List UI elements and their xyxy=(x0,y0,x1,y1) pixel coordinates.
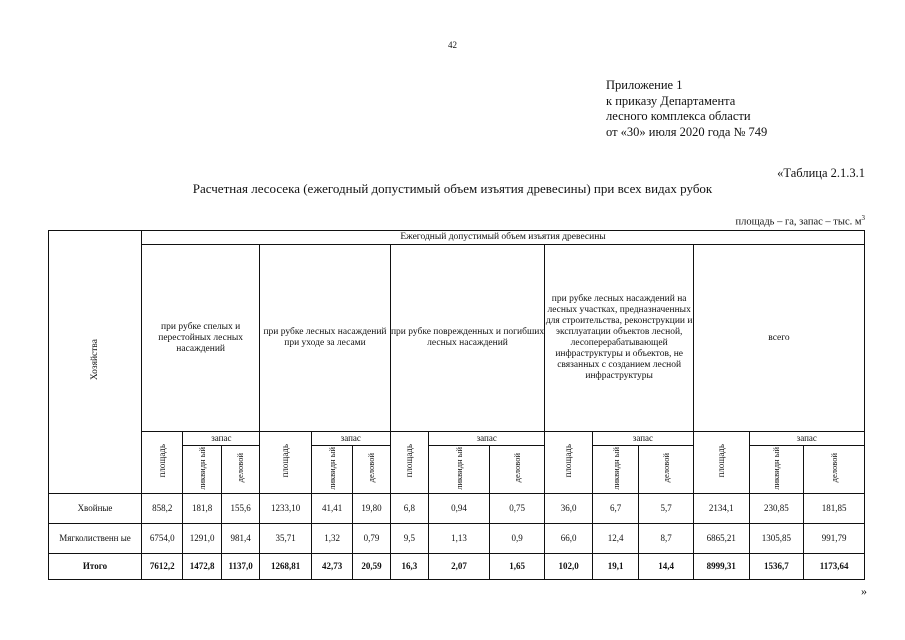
header-group-damaged: при рубке поврежденных и погибших лесных насаждений xyxy=(390,245,545,432)
table-cell: 5,7 xyxy=(639,494,694,524)
table-cell: 6,7 xyxy=(592,494,639,524)
table-cell: 155,6 xyxy=(221,494,259,524)
header-stock: запас xyxy=(429,432,545,446)
header-area xyxy=(545,432,593,494)
header-business-label: деловой xyxy=(235,453,246,483)
header-area-label: площадь xyxy=(280,444,291,478)
table-cell: 1305,85 xyxy=(749,524,804,554)
table-cell: 181,8 xyxy=(183,494,221,524)
table-cell: 181,85 xyxy=(804,494,865,524)
header-liquid xyxy=(749,446,804,494)
table-cell: 36,0 xyxy=(545,494,593,524)
table-cell: 1,65 xyxy=(489,554,545,580)
appendix-line: Приложение 1 xyxy=(606,78,683,92)
table-row-total xyxy=(49,554,865,580)
header-liquid xyxy=(311,446,352,494)
table-cell: 1,13 xyxy=(429,524,490,554)
table-cell: 8999,31 xyxy=(693,554,749,580)
table-cell: 2134,1 xyxy=(693,494,749,524)
header-liquid xyxy=(429,446,490,494)
header-business xyxy=(639,446,694,494)
table-cell: 858,2 xyxy=(142,494,183,524)
table-title: Расчетная лесосека (ежегодный допустимый объем изъятия древесины) при всех видах рубок xyxy=(192,181,713,196)
header-group-total: всего xyxy=(693,245,864,432)
header-liquid xyxy=(183,446,221,494)
header-liquid-label: ликвидн ый xyxy=(453,446,464,490)
page-number: 42 xyxy=(448,40,457,50)
table-cell: 12,4 xyxy=(592,524,639,554)
table-cell: 35,71 xyxy=(260,524,312,554)
closing-quote: » xyxy=(861,584,867,598)
row-name: Итого xyxy=(49,554,142,580)
table-cell: 1536,7 xyxy=(749,554,804,580)
header-business xyxy=(489,446,545,494)
header-liquid-label: ликвидн ый xyxy=(771,446,782,490)
table-row-coniferous xyxy=(49,494,865,524)
appendix-line: лесного комплекса области xyxy=(606,109,751,123)
header-farms xyxy=(49,231,142,494)
header-business xyxy=(221,446,259,494)
table-cell: 66,0 xyxy=(545,524,593,554)
header-group-mature: при рубке спелых и перестойных лесных насаждений xyxy=(142,245,260,432)
header-business xyxy=(353,446,390,494)
table-cell: 230,85 xyxy=(749,494,804,524)
table-cell: 19,80 xyxy=(353,494,390,524)
header-business-label: деловой xyxy=(660,453,671,483)
table-cell: 981,4 xyxy=(221,524,259,554)
table-cell: 8,7 xyxy=(639,524,694,554)
header-area xyxy=(142,432,183,494)
header-stock: запас xyxy=(749,432,864,446)
table-cell: 6,8 xyxy=(390,494,428,524)
table-cell: 7612,2 xyxy=(142,554,183,580)
header-stock: запас xyxy=(183,432,260,446)
header-business-label: деловой xyxy=(511,453,522,483)
header-liquid xyxy=(592,446,639,494)
row-name: Мягколиственн ые xyxy=(49,524,142,554)
row-name: Хвойные xyxy=(49,494,142,524)
header-liquid-label: ликвидн ый xyxy=(197,446,208,490)
table-cell: 1472,8 xyxy=(183,554,221,580)
table-cell: 6865,21 xyxy=(693,524,749,554)
header-stock: запас xyxy=(311,432,390,446)
header-business-label: деловой xyxy=(366,453,376,483)
table-cell: 0,94 xyxy=(429,494,490,524)
header-area-label: площадь xyxy=(156,444,167,478)
table-cell: 20,59 xyxy=(353,554,390,580)
table-cell: 0,79 xyxy=(353,524,390,554)
units-superscript: 3 xyxy=(861,214,865,222)
header-liquid-label: ликвидн ый xyxy=(327,446,338,490)
table-cell: 0,75 xyxy=(489,494,545,524)
header-annual: Ежегодный допустимый объем изъятия древесины xyxy=(142,231,865,245)
header-area xyxy=(390,432,428,494)
table-cell: 2,07 xyxy=(429,554,490,580)
table-cell: 19,1 xyxy=(592,554,639,580)
header-area-label: площадь xyxy=(563,444,574,478)
appendix-line: от «30» июля 2020 года № 749 xyxy=(606,124,768,139)
header-area xyxy=(693,432,749,494)
table-cell: 1137,0 xyxy=(221,554,259,580)
table-cell: 1173,64 xyxy=(804,554,865,580)
header-liquid-label: ликвидн ый xyxy=(610,446,621,490)
table-cell: 6754,0 xyxy=(142,524,183,554)
harvest-table xyxy=(48,230,865,580)
header-farms-label: Хозяйства xyxy=(89,339,100,381)
table-cell: 14,4 xyxy=(639,554,694,580)
table-cell: 1,32 xyxy=(311,524,352,554)
header-group-care: при рубке лесных насаждений при уходе за лесами xyxy=(260,245,390,432)
table-cell: 0,9 xyxy=(489,524,545,554)
units-text: площадь – га, запас – тыс. м xyxy=(735,216,862,228)
table-cell: 42,73 xyxy=(311,554,352,580)
appendix-line: к приказу Департамента xyxy=(606,93,736,108)
header-group-construction: при рубке лесных насаждений на лесных участках, предназначенных для строительства, реконструкции и эксплуатации объектов лесной, лесоперерабатывающей инфраструктуры и объектов, не связанных с созданием лесной инфраструктуры xyxy=(545,245,694,432)
header-area xyxy=(260,432,312,494)
table-row-deciduous xyxy=(49,524,865,554)
header-area-label: площадь xyxy=(403,444,414,478)
table-cell: 9,5 xyxy=(390,524,428,554)
table-cell: 991,79 xyxy=(804,524,865,554)
table-cell: 102,0 xyxy=(545,554,593,580)
table-cell: 1291,0 xyxy=(183,524,221,554)
header-business-label: деловой xyxy=(828,453,839,483)
table-reference: «Таблица 2.1.3.1 xyxy=(777,166,865,180)
table-cell: 1268,81 xyxy=(260,554,312,580)
table-cell: 1233,10 xyxy=(260,494,312,524)
table-cell: 16,3 xyxy=(390,554,428,580)
appendix-block xyxy=(606,78,767,140)
header-business xyxy=(804,446,865,494)
header-stock: запас xyxy=(592,432,693,446)
header-area-label: площадь xyxy=(715,444,726,478)
units-note xyxy=(735,214,865,228)
table-cell: 41,41 xyxy=(311,494,352,524)
